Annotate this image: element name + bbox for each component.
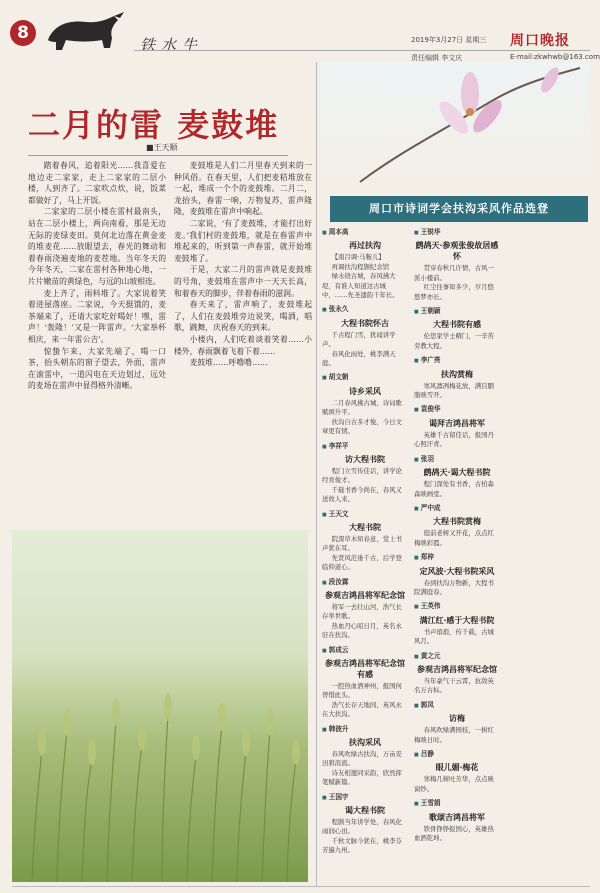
poem-entry (322, 725, 408, 788)
poem-title: 歌颂吉鸿昌将军 (429, 811, 485, 822)
poem-line: 再调扶沟程颢纪念馆 (331, 262, 390, 271)
poem-line: 红尘往事知多少，岁月悠悠梦亦长。 (414, 283, 494, 301)
paragraph: 麦鼓堆……呼噜噜…… (189, 358, 268, 368)
poem-line: 千秋文脉今犹在，桃李芬芳遍九州。 (322, 836, 402, 855)
poem-author: ■ 周本高 (322, 228, 408, 238)
poem-line: 程门深处有书香，古柏森森映画堂。 (414, 480, 494, 498)
poem-title: 访大程书院 (345, 453, 385, 464)
poem-entry (414, 701, 500, 745)
poem-author: ■ 黄之元 (414, 652, 500, 662)
poem-line: 院深草木知春意，堂上书声犹在耳。 (322, 534, 402, 553)
poem-entry (322, 442, 408, 505)
bull-icon (40, 10, 128, 54)
paragraph: 小楼内，人们吃着谈着笑着……小楼外，春雨飘着飞着下着…… (174, 334, 312, 356)
poem-title: 扶沟采风 (349, 737, 381, 748)
poem-line: 绿水绕古城，春风拂大堤，有谁人知道这古城中，……先圣遗韵千年长。 (322, 272, 399, 300)
poem-entry (414, 455, 500, 499)
poem-title: 鹧鸪天·参观张俊故居感怀 (415, 240, 499, 262)
poem-entry (414, 504, 500, 548)
poem-line: 铁骨铮铮报国心，英雄热血洒乾坤。 (414, 824, 494, 843)
poem-author: ■ 郭凤 (414, 701, 500, 711)
poem-line: 【南吕调·马鞍儿】 (331, 253, 385, 262)
wheat-stalks-illustration (12, 530, 308, 882)
issue-date: 2019年3月27日 星期三 (411, 36, 487, 44)
article-column-1 (28, 160, 166, 512)
poem-author: ■ 王朝颖 (414, 307, 500, 317)
paragraph: 麦上齐了，雨料堆了。大家说着笑着进屋落座。二家说，今天挺饿的，麦茶端来了，还请大家吃好喝好！嘿，雷声！‘轰隆！’又是一阵雷声。‘大家举杯相庆，来一年雷公吉’。 (28, 288, 166, 344)
poem-author: ■ 李广亮 (414, 356, 500, 366)
poem-line: 书声琅琅，传千载，古城风月。 (414, 627, 494, 646)
poem-author: ■ 吕静 (414, 750, 500, 760)
poem-author: ■ 王英伟 (414, 602, 500, 612)
poem-title: 大程书院赏梅 (433, 516, 481, 527)
poem-line: 当年豪气干云霄，抗敌英名万古标。 (414, 676, 494, 695)
poem-title: 扶沟赏梅 (441, 368, 473, 379)
poem-line: 一腔热血洒神州，报国何曾惜此头。 (322, 682, 402, 700)
poem-title: 参观吉鸿昌将军纪念馆有感 (325, 658, 405, 679)
poem-title: 眼儿媚·梅花 (435, 762, 479, 773)
poem-line: 庭前老树又开花，点点红梅映彩霞。 (414, 529, 494, 547)
wheat-field-photo (12, 530, 308, 882)
poem-author: ■ 段汝霖 (322, 578, 408, 588)
paragraph: 二家说，‘有了麦鼓堆，才能打出好麦。’我们村的麦鼓堆，就是在春雷声中堆起来的，听到第一声春雷，就开始堆麦鼓堆了。 (174, 218, 312, 263)
poem-entry (414, 307, 500, 351)
footer-rule (12, 886, 590, 887)
poem-line: 千载书香今尚在，春风又送故人来。 (322, 485, 402, 504)
poem-line: 春风吹绿古扶沟，万亩麦田碧浪流。 (322, 750, 402, 768)
poem-entry (414, 405, 500, 449)
poem-line: 春到扶沟万物新，大程书院满庭春。 (414, 578, 494, 596)
page-header (0, 0, 600, 62)
paragraph: 春天来了，雷声响了，麦鼓堆起了，人们在麦鼓堆旁边说笑，喝酒，唱歌，跳舞，庆祝春天的到来。 (174, 300, 312, 333)
contact-email: E-mail:zkwhwb@163.com (510, 53, 600, 61)
paragraph: 麦鼓堆是人们二月里春天到来的一种风俗。在春天里，人们把麦秸堆放在一起，堆成一个个的麦鼓堆。二月二，龙抬头，春雷一响，万物复苏，雷声隆隆，麦鼓堆在雷声中响起。 (174, 161, 312, 217)
poem-entry (322, 228, 408, 300)
poem-author: ■ 张永久 (322, 305, 408, 315)
poem-title: 参观吉鸿昌将军纪念馆 (417, 663, 497, 674)
poem-line: 扶沟自古多才俊，今日文章更有情。 (322, 417, 402, 436)
poem-title: 鹧鸪天·谒大程书院 (423, 467, 491, 478)
title-rule (28, 155, 288, 156)
poem-author: ■ 王锐华 (414, 228, 500, 238)
poem-title: 谒拜吉鸿昌将军 (429, 417, 485, 428)
poem-title: 满江红·感于大程书院 (419, 614, 495, 625)
poem-title: 访梅 (449, 713, 465, 724)
poem-line: 二月春风拂古城，诗词歌赋颂升平。 (322, 398, 402, 417)
poem-line: 千古程门雪，犹闻讲学声。 (322, 330, 396, 349)
poem-line: 程颢当年讲学处，春风化雨润心田。 (322, 818, 402, 836)
poem-entry (322, 510, 408, 573)
poem-entry (322, 646, 408, 720)
poem-author: ■ 王国宇 (322, 793, 408, 803)
poem-title: 大程书院怀古 (341, 317, 389, 328)
article-title: 二月的雷 麦鼓堆 (28, 106, 280, 144)
header-rule (134, 50, 590, 51)
paragraph: 惊蛰乍来，大家先端了，喝一口茶，抬头朝东的窗子望去，外面，雷声在滚雷中，一道闪电在天边划过，远处的麦场在雷声中显得格外清晰。 (28, 346, 166, 391)
poem-entry (414, 553, 500, 597)
poem-entry (414, 228, 500, 302)
poem-line: 热血丹心昭日月，英名永驻在扶沟。 (322, 621, 402, 640)
poem-author: ■ 袁俊华 (414, 405, 500, 415)
column-divider (316, 62, 317, 886)
poem-author: ■ 郑梓 (414, 553, 500, 563)
newspaper-brand: 周口晚报 (510, 33, 570, 49)
poem-author: ■ 张羽 (414, 455, 500, 465)
poem-entry (322, 305, 408, 368)
poem-entry (414, 356, 500, 400)
poem-author: ■ 王天文 (322, 510, 408, 520)
poem-author: ■ 严中成 (414, 504, 500, 514)
poem-title: 大程书院 (349, 521, 381, 532)
poem-line: 将军一去壮山河，浩气长存举世歌。 (322, 602, 402, 621)
poem-author: ■ 郭成云 (322, 646, 408, 656)
poem-entry (322, 793, 408, 856)
magnolia-photo (320, 62, 590, 190)
poem-line: 程门立雪传佳话，讲学论经育俊才。 (322, 466, 402, 485)
magnolia-illustration (320, 62, 590, 190)
poem-line: 英雄千古留佳话，报国丹心照汗青。 (414, 430, 494, 449)
poem-author: ■ 韩彼升 (322, 725, 408, 735)
article-column-2 (174, 160, 312, 512)
poem-title: 大程书院有感 (433, 319, 481, 330)
poem-line: 春风化雨处，桃李满天庭。 (322, 349, 396, 368)
article-author: ■王天顺 (146, 143, 178, 152)
poem-author: ■ 李祥平 (322, 442, 408, 452)
paragraph: 踏着春风，追着阳光……我喜爱在地边走二家家，走上二家家的二层小楼，人到齐了。二家吹点炊，说，饭菜都做好了，马上开饭。 (28, 161, 166, 205)
poem-line: 伦思家学士精门，一辛苦劳教大程。 (414, 332, 494, 350)
poem-author: ■ 胡文朝 (322, 373, 408, 383)
poem-entry (414, 750, 500, 794)
poem-line: 贯穿春秋几许情，古风一派小楼前。 (414, 264, 494, 282)
poem-line: 寒风凛冽梅花放，满目胭脂映雪开。 (414, 381, 494, 400)
poem-title: 诗乡采风 (349, 385, 381, 396)
poem-line: 诗友相邀同采韵，欣然挥笔赋新篇。 (322, 768, 402, 787)
section-name: 铁水牛 (140, 36, 204, 54)
poetry-list (322, 228, 592, 886)
poem-title: 谒大程书院 (345, 805, 385, 816)
poem-line: 先贤风范垂千古，后学登临仰道心。 (322, 553, 402, 572)
poetry-section-banner: 周口市诗词学会扶沟采风作品选登 (330, 196, 588, 222)
poem-line: 寒梅几树吐芳华，点点映窗纱。 (414, 775, 494, 793)
poem-entry (414, 602, 500, 646)
paragraph: 于是，大家二月的雷声就是麦鼓堆的号角，麦鼓堆在雷声中一天天长高，和着春天的脚步，伴着春雨的滋润。 (174, 265, 312, 298)
poem-title: 参观吉鸿昌将军纪念馆 (325, 589, 405, 600)
poem-line: 春风吹绿满园枝，一树红梅映日时。 (414, 726, 494, 744)
editor-credit: 责任编辑 李文庆 (411, 54, 463, 62)
poem-entry (414, 799, 500, 843)
poem-entry (322, 578, 408, 641)
poem-entry (414, 652, 500, 696)
poem-title: 定风波·大程书院采风 (419, 565, 495, 576)
poem-line: 浩气长存天地间，英风永在大扶沟。 (322, 700, 402, 719)
poem-title: 再过扶沟 (349, 240, 381, 251)
poem-author: ■ 王雪娟 (414, 799, 500, 809)
paragraph: 二家家的二层小楼在雷村最南头，站在二层小楼上，两向南看，那是无边无际的麦绿麦田。莫何北边落在黄金麦的堆麦花……放眼望去，春光的舞动和着春雨浇遍麦地的麦茬地。当年冬天的今年冬天，二家在雷村各种地心地，一片片嫩苗的黄绿色，与远的山坡相连。 (28, 207, 166, 286)
poem-entry (322, 373, 408, 436)
page-number-badge: 8 (10, 20, 36, 46)
